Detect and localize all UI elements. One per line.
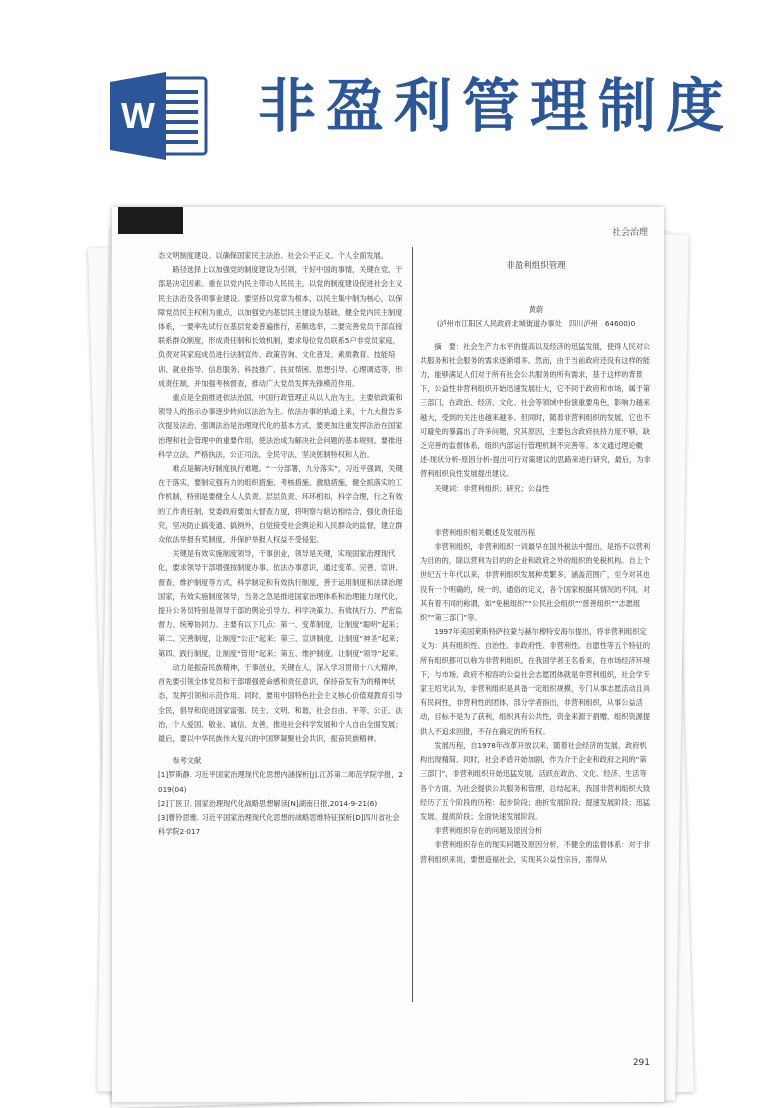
- document-title: 非盈利管理制度: [258, 72, 735, 140]
- article-author: 黄蔚: [528, 305, 544, 315]
- document-header: [0, 0, 780, 205]
- paragraph: 发展历程，自1978年改革开放以来，随着社会经济的发展，政府机构出现精简、同时，社会矛盾开始加剧，作为介于企业和政府之间的“第三部门”，非营利组织开始迅猛发展，活跃在政治、文化、经济、生活等各个方面，为社会提供公共服务和管理，总结起来，我国非营利组织大致经历了五个阶段的历程：起步阶段；曲折发展阶段；提速发展阶段；迅猛发展、提质阶段；全面快速发展阶段。: [420, 740, 651, 821]
- article-affiliation: (泸州市江阳区人民政府北城街道办事处 四川泸州 64600)0: [436, 319, 636, 329]
- reference-item: [1]罗斯静. 习近平国家治理现代化思想内涵探析[J].江苏第二师范学院学报，2019(04): [158, 770, 403, 794]
- reference-item: [3]曹铃思雅. 习近平国家治理现代化思想的战略思维特征探析[D]四川省社会科学院2·017: [158, 812, 400, 837]
- paragraph: 态文明制度建设、以确保国家民主法治、社会公平正义、个人全面发展。: [158, 251, 389, 260]
- section-heading: 非营利组织存在的问题及原因分析: [434, 826, 543, 836]
- paragraph: 重点是全面推进依法治国，中国行政管理正从以人治为主，主要依政策和领导人的指示办事逐步转向以法治为主。依法办事的轨道上来，十九大报告多次提及法治，强调法治是治理现代化的基本方式，要更加注重发挥法治在国家治理和社会管理中的重要作用，使法治成为解决社会问题的基本规则。要推进科学立法，严格执法，公正司法，全民守法，坚决惩制特权和人治。: [158, 393, 403, 459]
- paragraph: 路径选择上以加强党的制度建设为引领，干好中国的事情，关键在党，干部是决定因素。重在以党内民主带动人民民主，以党的制度建设促进社会主义民主法治及各项事业建设。要坚持以党章为根本，以民主集中制为核心，以保障党员民主权利为重点，以加强党内基层民主建设为基础，健全党内民主制度体系，一要率先试行在基层党委普遍推行，差额选举，二要完善党员干部直接联系群众制度，形成责任制和长效机制，要求每位党员联系5户非党员家庭，负责对其家庭成员进行法制宣传、政策咨询、文化普及、素质教育、技能培训、就业指导、信息服务、科技推广、扶贫帮困、思想引导、心理调适等，形成责任制，并加强考核督查，推动广大党员发挥先锋模范作用。: [158, 265, 403, 388]
- corner-block: [118, 207, 183, 234]
- paragraph: 关键是有效实施制度领导，干事创业，领导是关键，实现国家治理现代化，要求领导干部增强按制度办事、依法办事意识，通过变革、完善、宣讲、督查、维护制度等方式，科学制定和有效执行制度，善于运用制度和法律治理国家，有效实施制度领导，当务之急是推进国家治理体系和治理能力现代化，提升公务员特别是领导干部的舆论引导力、科学决策力、有效执行力、严密监督力、统筹协同力。主要有以下几点：第一、变革制度，让制度“聪明”起来；第二、完善制度，让制度“公正”起来；第三、宣讲制度，让制度“神圣”起来；第四、践行制度，让制度“管用”起来；第五、维护制度，让制度“领导”起来。: [158, 549, 403, 658]
- column-divider: [412, 247, 413, 1002]
- paragraph: 1997年美国莱斯特萨拉蒙与赫尔穆特安海尔提出，将非营利组织定义为：具有组织性、自治性、非政府性、非营利性、自愿性等五个特征的所有组织都可以称为非营利组织。在我国学者王名看来，在市场经济环境下，与市场、政府不相容的公益社会志愿团体就是非营利组织，社会学专家王绍光认为，非营利组织是具备一定组织规模，专门从事志愿活动且具有民间性，非营利性的团体，部分学者指出，非营利组织，从事公益活动，目标不是为了获利，组织具有公共性，资金来源于捐赠，组织资源提供人不追求回报，不存在确定的所有权。: [420, 627, 651, 736]
- article-keywords: 关键词：非营利组织；研究；公益性: [434, 483, 550, 493]
- paragraph: 动力是振奋民族精神，干事创业，关键在人，深入学习贯彻十八大精神，首先要引领全体党员和干部增强使命感和责任意识，保持奋发有为的精神状态，发挥引领和示范作用。同时，要用中国特色社会主义核心价值观教育引导全民，倡导和促进国家富强、民主、文明、和谐，社会自由、平等、公正、法治，个人爱国、敬业、诚信、友善，推进社会科学发展和个人自由全面发展；最后，要以中华民族伟大复兴的中国梦凝聚社会共识，振奋民族精神。: [158, 662, 403, 743]
- references-heading: 参考文献: [172, 756, 202, 766]
- page-number: 291: [632, 1058, 650, 1068]
- section-tag: 社会治理: [611, 228, 648, 238]
- section-heading: 非营利组织相关概述及发展历程: [434, 527, 536, 537]
- left-column: [158, 249, 404, 839]
- paragraph: 难点是解决好制度执行难题。“一分部署，九分落实”，习近平强调，关键在于落实，要制定强有力的组织措施、考核措施、激励措施，健全抓落实的工作机制，特别是要健全人人负责、层层负责、环环相扣，科学合理，行之有效的工作责任制，党委政府要加大督查力度，将明察与暗访相结合，强化责任追究，坚决防止搞变通、搞例外，自觉接受社会舆论和人民群众的监督，建立群众依法举报有奖制度，并保护举报人权益不受侵犯。: [158, 464, 403, 545]
- paragraph: 非营利组织，非营利组织一词最早在国外税法中提出，是指不以营利为目的的，除以营利为目的的企业和政府之外的组织的免税机构。自上个世纪五十年代以来，非营利组织发展种类繁多，涵盖范围广，至今对其也没有一个明确的，统一的，通俗的定义，各个国家根据其情况的不同，对其有着不同的称谓，如“免税组织”“公民社会组织”“慈善组织”“志愿组织”“第三部门”等。: [420, 542, 651, 623]
- paragraph: 非营利组织存在的现实问题及原因分析，不健全的监督体系：对于非营利组织来说，要想造福社会，实现其公益性宗旨，需得从: [420, 840, 651, 864]
- article-abstract: 摘 要：社会生产力水平的提高以及经济的迅猛发展，使得人民对公共服务和社会服务的需求逐渐增多。然而，由于当前政府还没有这样的能力，能够满足人们对于所有社会公共服务的所有需求，基于这样的背景下，公益性非营利组织开始迅速发展壮大，它不同于政府和市场，属于第三部门，在政治、经济、文化、社会等领域中扮演重要角色，影响力越来越大，受到的关注也越来越多。但同时，随着非营利组织的发展，它也不可避免的暴露出了许多问题，究其原因，主要包含政府扶持力度不够，缺乏完善的监督体系，组织内部运行管理机制不完善等。本文通过理论概述-现状分析-原因分析-提出可行对策建议的思路来进行研究，最后，为非营利组织良性发展提出建议。: [420, 341, 651, 479]
- word-icon: [110, 72, 210, 160]
- svg-text:W: W: [121, 95, 155, 136]
- article-title: 非盈利组织管理: [506, 261, 566, 271]
- reference-item: [2]丁医卫. 国家治理现代化战略思想解读[N]湖南日报,2014-9-21(6): [158, 798, 378, 808]
- right-column: [420, 259, 652, 867]
- document-page: [112, 207, 664, 1102]
